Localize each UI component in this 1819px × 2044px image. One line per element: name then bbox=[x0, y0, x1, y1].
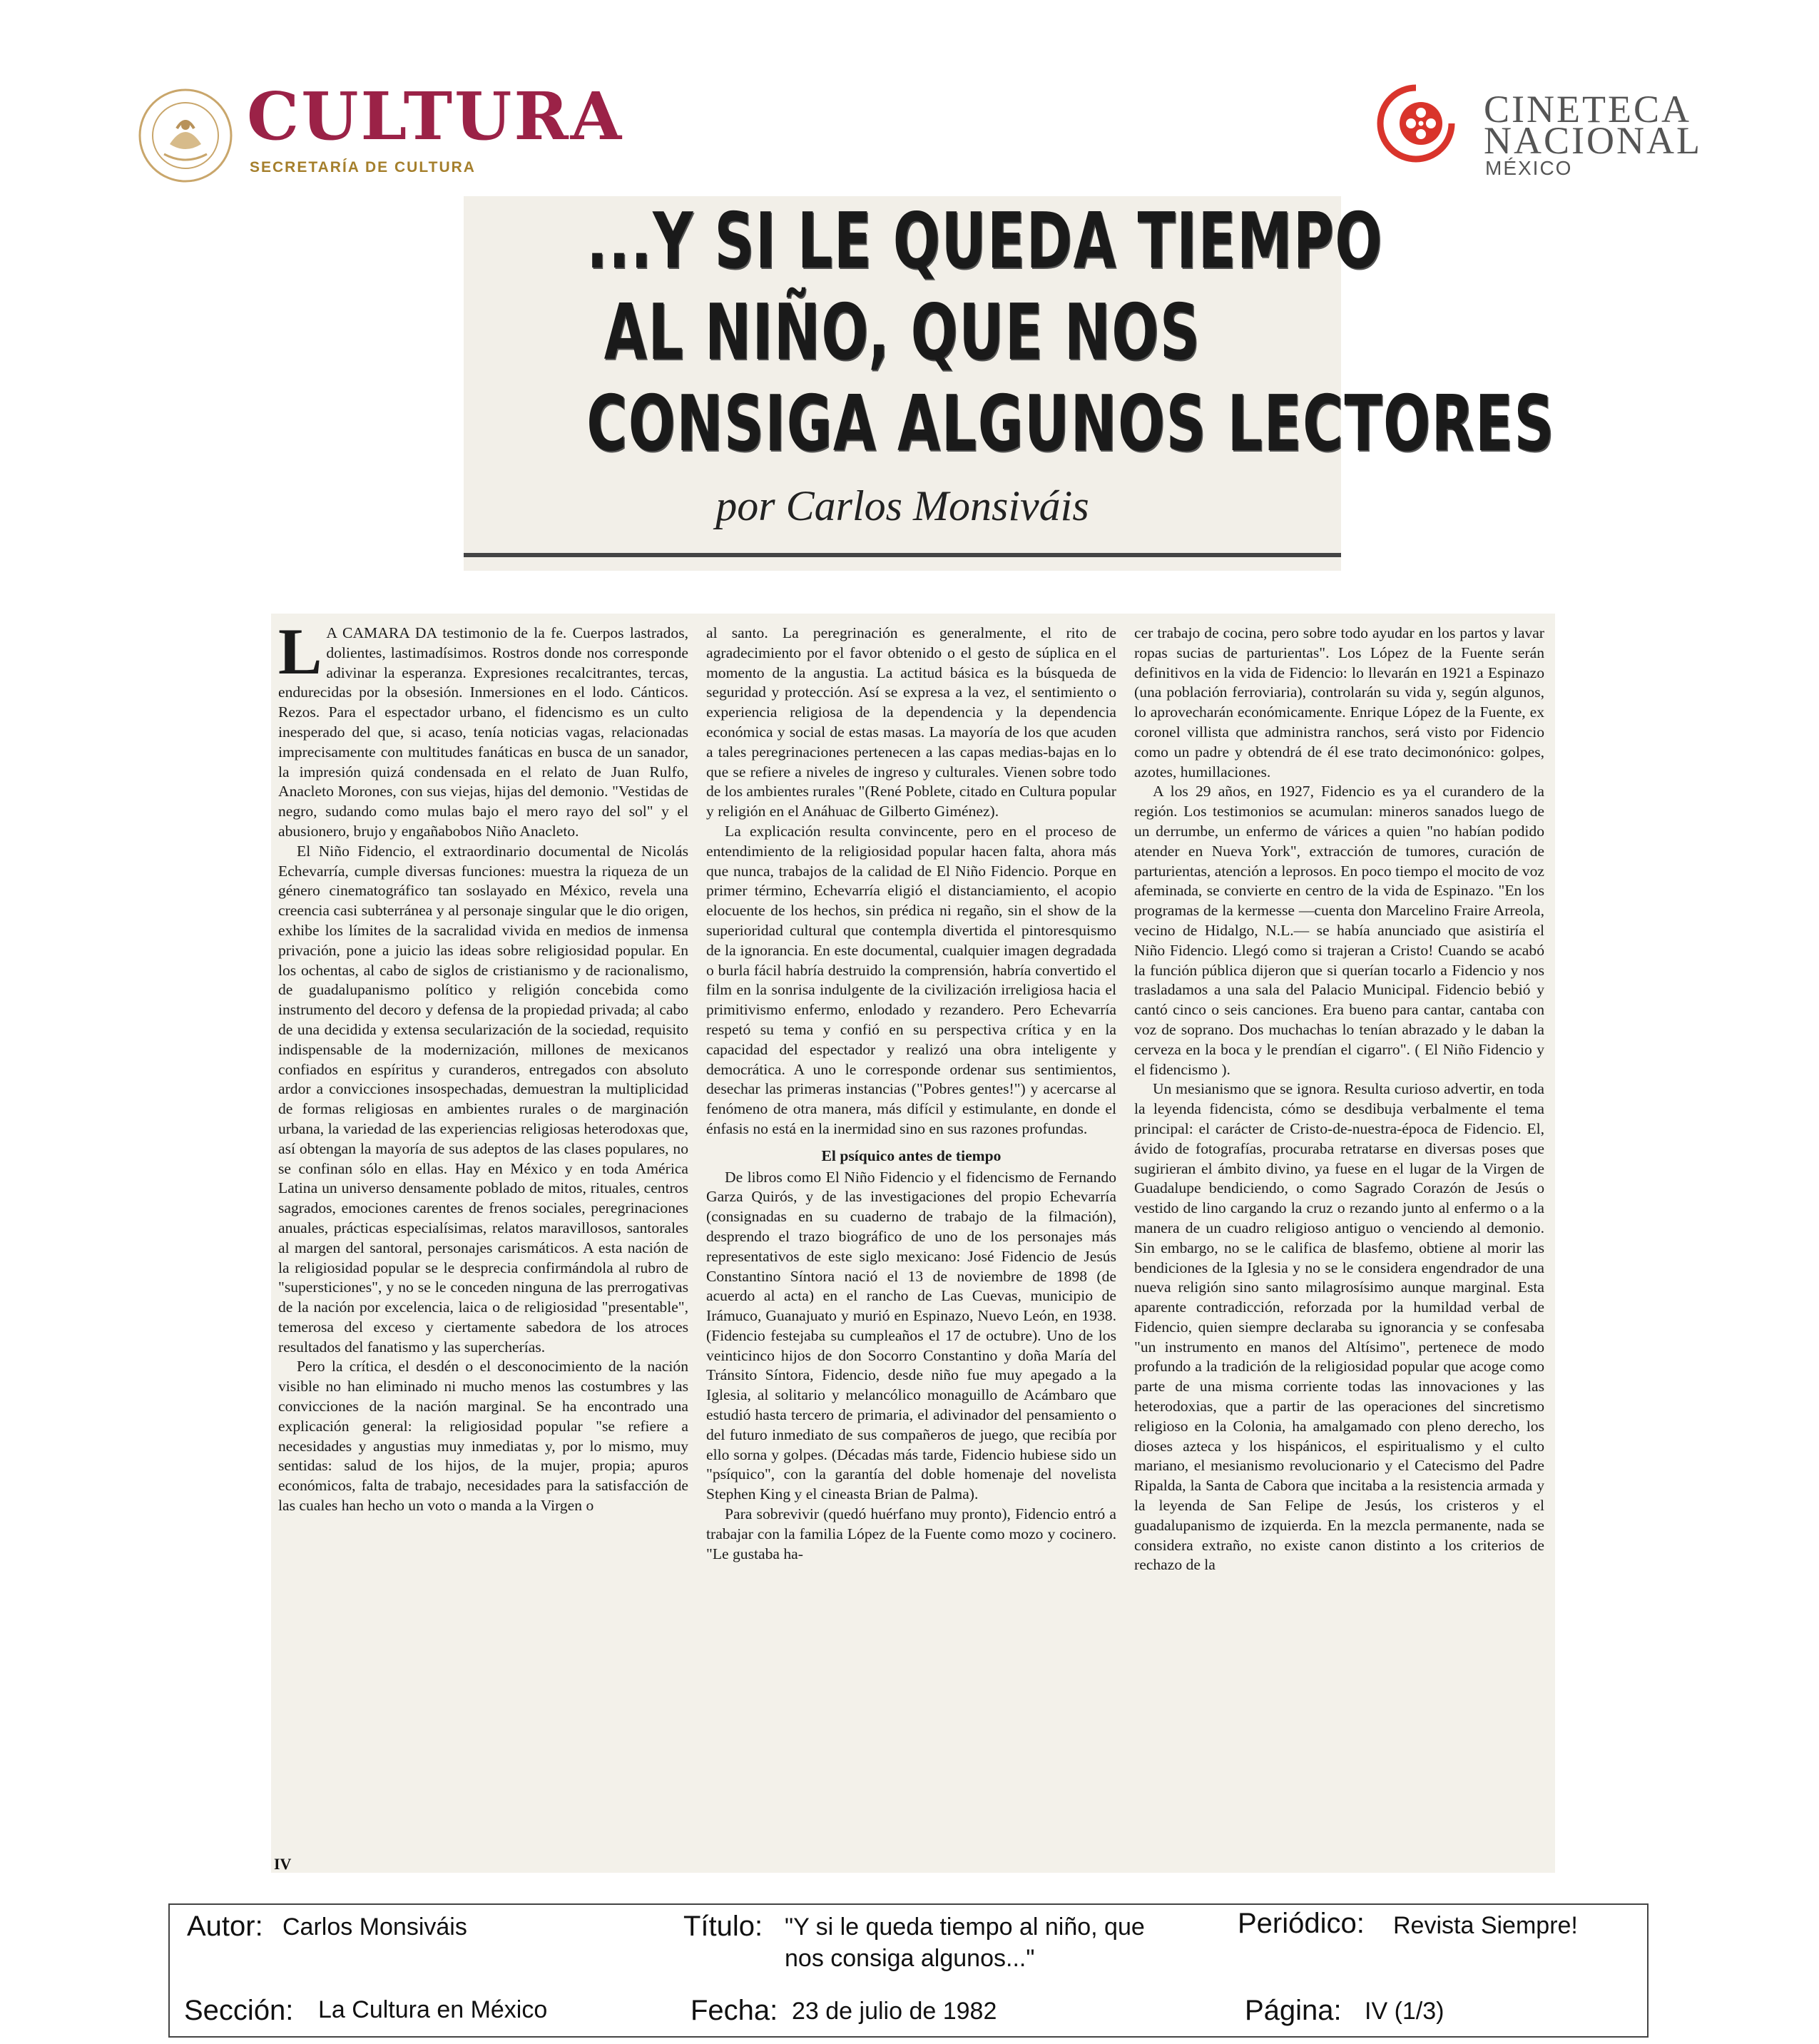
headline-line-3: CONSIGA ALGUNOS LECTORES bbox=[586, 380, 1555, 469]
headline-line-1: ...Y SI LE QUEDA TIEMPO bbox=[586, 197, 1383, 286]
autor-label: Autor: bbox=[187, 1911, 263, 1942]
paragraph: Para sobrevivir (quedó huérfano muy pronto), Fidencio entró a trabajar con la familia López de la Fuente como mozo y cocinero. "Le gustaba ha- bbox=[706, 1505, 1116, 1562]
coat-of-arms-seal-icon bbox=[136, 86, 235, 185]
article-column-1 bbox=[278, 624, 688, 1861]
paragraph: La explicación resulta convincente, pero en el proceso de entendimiento de la religiosidad popular hacen falta, ahora más que nunca, trabajos de la calidad de El Niño Fidencio. Porque en primer término, Echevarría eligió el distanciamiento, el acopio elocuente de los hechos, sin prédica ni regaño, sin el show de la superioridad cultural que contempla divertida el pintoresquismo de la ignorancia. En este documental, cualquier imagen degradada o burla fácil habría destruido la comprensión, habría convertido el film en la sonrisa indulgente de la civilización irreligiosa hacia el primitivismo enfermo, enlodado y rezandero. Pero Echevarría respetó su tema y confió en su perspectiva crítica y en la capacidad del espectador y realizó una obra inteligente y democrática. A uno le corresponde ordenar sus sentimientos, desechar las primeras instancias ("Pobres gentes!") y acercarse al fenómeno de otra manera, más difícil y estimulante, en donde el énfasis no está en la inermidad sino en sus razones profundas. bbox=[706, 822, 1116, 1137]
page-number: IV bbox=[274, 1855, 292, 1873]
fecha-value: 23 de julio de 1982 bbox=[792, 1998, 997, 2025]
paragraph: El Niño Fidencio, el extraordinario documental de Nicolás Echevarría, cumple diversas funciones: muestra la riqueza de un género cinematográfico tan soslayado en México, revela una creencia casi subterránea y al personaje singular que le dio origen, exhibe los límites de la sacralidad vivida en medios de inmensa privación, pone a juicio las ideas sobre religiosidad popular. En los ochentas, al cabo de siglos de cristianismo y de racionalismo, de guadalupanismo político y religión concebida como instrumento del decoro y defensa de la propiedad privada; al cabo de una decidida y extensa secularización de la sociedad, requisito indispensable de la modernización, millones de mexicanos confiados en espíritus y curanderos, entregados con absoluto ardor a convicciones insospechadas, demuestran la multiplicidad de formas religiosas en ambientes rurales o de marginación urbana, la variedad de las experiencias religiosas heterodoxas que, así obtengan la mayoría de sus adeptos de las clases populares, no se confinan sólo en ellas. Hay en México y en toda América Latina un universo densamente poblado de mitos, rituales, centros sagrados, emociones carentes de frenos sociales, peregrinaciones anuales, prácticas especialísimas, relatos maravillosos, santorales al margen del santoral, personajes carismáticos. A esta nación de la religiosidad popular se le desprecia confirmándola al rubro de "supersticiones", y no se le conceden ninguna de las prerrogativas de la nación por excelencia, laica o de religiosidad "presentable", temerosa del exceso y ciertamente sabedora de los atroces resultados del fanatismo y las supercherías. bbox=[278, 842, 688, 1356]
paragraph: Un mesianismo que se ignora. Resulta curioso advertir, en toda la leyenda fidencista, cómo se desdibuja verbalmente el tema principal: el carácter de Cristo-de-nuestra-época de Fidencio. El, ávido de fotografías, procuraba retratarse en diversas poses que sugirieran el ámbito divino, ya fuese en el lugar de la Virgen de Guadalupe bendiciendo, o como Sagrado Corazón de Jesús o vestido de lino cargando la cruz o rezando junto al enfermo o a la manera de un cuadro religioso antiguo o venciendo al demonio. Sin embargo, no se le califica de blasfemo, obtiene al morir las bendiciones de la Iglesia y no se le considera engendrador de una nueva religión sino santo milagrosísimo aunque marginal. Esta aparente contradicción, reforzada por la humildad verbal de Fidencio, quien siempre declaraba su ignorancia y se confesaba "un instrumento en manos del Altísimo", pertenece de modo profundo a la tradición de la religiosidad popular que acoge como parte de una misma corriente todas las innovaciones y las heterodoxias, que a partir de las operaciones del sincretismo religioso en la Colonia, ha amalgamado con pleno derecho, los dioses azteca y los hispánicos, el espiritualismo y el culto mariano, el mesianismo revolucionario y el Catecismo del Padre Ripalda, la Santa de Cabora que incitaba a la resistencia armada y la leyenda de San Felipe de Jesús, los cristeros y el guadalupanismo de izquierda. En la mezcla permanente, nada se considera extraño, no existe canon distinto a los criterios de rechazo de la bbox=[1134, 1080, 1544, 1574]
article-headline bbox=[586, 196, 1555, 470]
seccion-label: Sección: bbox=[184, 1995, 294, 2026]
cineteca-line3: MÉXICO bbox=[1485, 157, 1573, 179]
paragraph: L A CAMARA DA testimonio de la fe. Cuerpos lastrados, dolientes, lastimadísimos. Rostros donde nos corresponde adivinar la esperanza. Expresiones recalcitrantes, tercas, endurecidas por la obsesión. Inmersiones en el lodo. Cánticos. Rezos. Para el espectador urbano, el fidencismo es un culto inesperado del que, si acaso, tenía noticias vagas, relacionadas imprecisamente con multitudes fanáticas en busca de un sanador, la impresión quizá condensada en el relato de Juan Rulfo, Anacleto Morones, con sus viejas, hijas del demonio. "Vestidas de negro, sudando como mulas bajo el mero rayo del sol" y el abusionero, brujo y engañabobos Niño Anacleto. bbox=[278, 624, 688, 840]
film-reel-icon bbox=[1377, 84, 1455, 163]
headline-rule bbox=[464, 553, 1341, 557]
cineteca-logo bbox=[1377, 84, 1702, 179]
headline-line-2: AL NIÑO, QUE NOS bbox=[603, 288, 1201, 377]
metadata-box bbox=[168, 1903, 1649, 2038]
pagina-value: IV (1/3) bbox=[1365, 1998, 1444, 2025]
article-column-3 bbox=[1134, 624, 1544, 1861]
article-subheading: El psíquico antes de tiempo bbox=[821, 1146, 1002, 1164]
article-column-2 bbox=[706, 624, 1116, 1861]
dropcap: L bbox=[278, 624, 322, 688]
paragraph: cer trabajo de cocina, pero sobre todo ayudar en los partos y lavar ropas sucias de parturientas". Los López de la Fuente serán definitivos en la vida de Fidencio: lo llevarán en 1921 a Espinazo (una población ferroviaria), controlarán su vida y, según algunos, lo aprovecharán económicamente. Enrique López de la Fuente, ex coronel villista que administra ranchos, será visto por Fidencio como un padre y obtendrá de él ese trato decimonónico: golpes, azotes, humillaciones. bbox=[1134, 624, 1544, 781]
seccion-value: La Cultura en México bbox=[318, 1996, 548, 2023]
pagina-label: Página: bbox=[1245, 1995, 1342, 2026]
cineteca-line2: NACIONAL bbox=[1484, 119, 1702, 162]
cultura-logo bbox=[136, 78, 624, 185]
article-byline: por Carlos Monsiváis bbox=[715, 482, 1089, 529]
clipping-headline-block bbox=[464, 196, 1555, 571]
paragraph: De libros como El Niño Fidencio y el fidencismo de Fernando Garza Quirós, y de las investigaciones del propio Echevarría (consignadas en su cuaderno de trabajo de la filmación), desprendo el trazo biográfico de uno de los personajes más representativos de este siglo mexicano: José Fidencio de Jesús Constantino Síntora nació el 13 de noviembre de 1898 (de acuerdo al acta) en el rancho de Las Cuevas, municipio de Irámuco, Guanajuato y murió en Espinazo, Nuevo León, en 1938. (Fidencio festejaba su cumpleaños el 17 de octubre). Uno de los veinticinco hijos de don Socorro Constantino y doña María del Tránsito Síntora, Fidencio, desde niño fue muy apegado a la Iglesia, al solitario y melancólico monaguillo de Acámbaro que estudió hasta tercero de primaria, el adivinador del pensamiento o del futuro inmediato de sus compañeros de juego, que recibía por ello sorna y golpes. (Décadas más tarde, Fidencio hubiese sido un "psíquico", con la garantía del doble homenaje del novelista Stephen King y el cineasta Brian de Palma). bbox=[706, 1168, 1116, 1503]
cultura-subtitle: SECRETARÍA DE CULTURA bbox=[250, 159, 476, 176]
paragraph: A los 29 años, en 1927, Fidencio es ya el curandero de la región. Los testimonios se acumulan: mineros sanados luego de un derrumbe, un enfermo de várices a quien "no habían podido atender en Nueva York", extracción de tumores, curación de parturientas, atención a leprosos. En poco tiempo el mocito de voz afeminada, se convierte en centro de la vida de Espinazo. "En los programas de la kermesse —cuenta don Marcelino Fraire Arreola, vecino de Hidalgo, N.L.— se había anunciado que asistiría el Niño Fidencio. Llegó como si trajeran a Cristo! Cuando se acabó la función pública dijeron que si querían tocarlo a Fidencio y nos trasladamos a una sala del Palacio Municipal. Fidencio bebió y cantó cinco o seis canciones. Era bueno para cantar, cantaba con voz de soprano. Dos muchachas lo tenían abrazado y le daban la cerveza en la boca y le prendían el cigarro". ( El Niño Fidencio y el fidencismo ). bbox=[1134, 783, 1544, 1078]
periodico-value: Revista Siempre! bbox=[1393, 1912, 1578, 1939]
titulo-label: Título: bbox=[683, 1911, 763, 1942]
titulo-value-line1: "Y si le queda tiempo al niño, que bbox=[785, 1913, 1145, 1941]
autor-value: Carlos Monsiváis bbox=[282, 1913, 467, 1941]
paragraph: Pero la crítica, el desdén o el desconocimiento de la nación visible no han eliminado ni mucho menos las costumbres y las convicciones de la nación marginal. Se ha encontrado una explicación general: la religiosidad popular "se refiere a necesidades y angustias muy inmediatas y, por lo mismo, muy sentidas: salud de los hijos, de la mujer, propia; apuros económicos, falta de trabajo, necesidades para la satisfacción de las cuales han hecho un voto o manda a la Virgen o bbox=[278, 1358, 688, 1515]
periodico-label: Periódico: bbox=[1238, 1908, 1365, 1939]
cultura-title: CULTURA bbox=[247, 78, 624, 155]
titulo-value-line2: nos consiga algunos..." bbox=[785, 1945, 1035, 1972]
cineteca-line1: CINETECA bbox=[1484, 88, 1691, 131]
fecha-label: Fecha: bbox=[691, 1995, 778, 2026]
paragraph: al santo. La peregrinación es generalmente, el rito de agradecimiento por el favor obtenido o el gesto de súplica en el momento de la angustia. La actitud básica es la búsqueda de seguridad y protección. Así se expresa a la vez, el sentimiento o experiencia religiosa de la dependencia y la dependencia económica y social de estas masas. La mayoría de los que acuden a tales peregrinaciones pertenecen a las capas medias-bajas en lo que se refiere a niveles de ingreso y culturales. Vienen sobre todo de los ambientes rurales "(René Poblete, citado en Cultura popular y religión en el Anáhuac de Gilberto Giménez). bbox=[706, 624, 1116, 820]
clipping-article-body bbox=[271, 614, 1555, 1873]
